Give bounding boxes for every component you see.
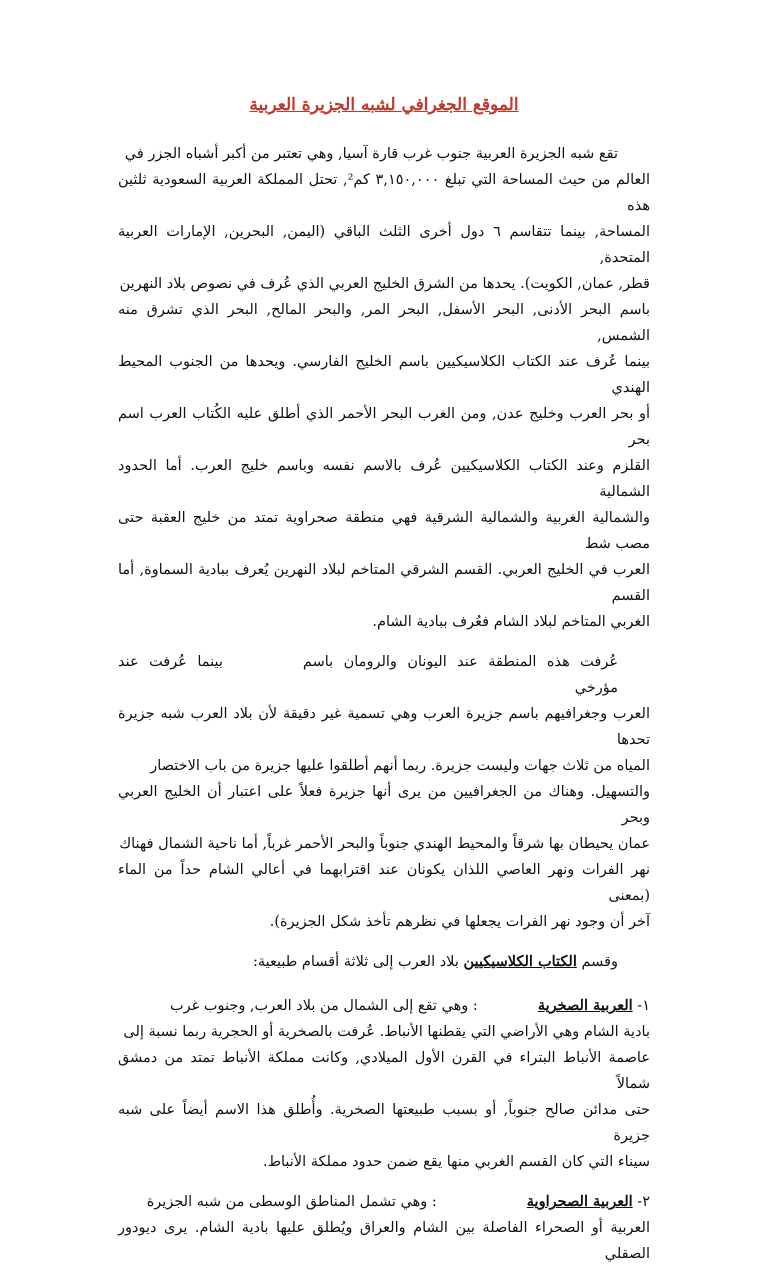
text-line: العرب في الخليج العربي. القسم الشرقي المتاخم لبلاد النهرين يُعرف ببادية السماوة, أما القسم — [118, 562, 650, 605]
text-segment: وقسم — [576, 954, 618, 971]
paragraph-divisions — [118, 949, 650, 975]
text-line: أو بحر العرب وخليج عدن, ومن الغرب البحر الأحمر الذي أطلق عليه الكُتاب العرب اسم بحر — [118, 406, 650, 449]
text-line: المساحة, بينما تتقاسم ٦ دول أخرى الثلث الباقي (اليمن, البحرين, الإمارات العربية المتحدة, — [118, 224, 650, 267]
paragraph-naming — [118, 649, 650, 935]
text-line: الغربي المتاخم لبلاد الشام فعُرف ببادية الشام. — [372, 614, 650, 631]
text-line: العالم من حيث المساحة التي تبلغ ٣,١٥٠,٠٠٠ كم², تحتل المملكة العربية السعودية ثلثين هذه — [118, 172, 650, 215]
text-line: آخر أن وجود نهر الفرات يجعلها في نظرهم تأخذ شكل الجزيرة). — [269, 914, 650, 931]
text-line: عمان يحيطان بها شرقاً والمحيط الهندي جنوباً والبحر الأحمر غرباً, أما ناحية الشمال فهناك — [119, 836, 650, 853]
section-heading: العربية الصحراوية — [526, 1193, 633, 1211]
text-line: المياه من ثلاث جهات وليست جزيرة. ربما أنهم أطلقوا عليها جزيرة من باب الاختصار — [150, 758, 650, 775]
classical-writers-term: الكتاب الكلاسيكيين — [463, 953, 577, 971]
section-number: ١- — [632, 998, 650, 1015]
page-title: الموقع الجغرافي لشبه الجزيرة العربية — [249, 95, 519, 115]
section-arabia-petraea — [118, 993, 650, 1175]
text-line: قطر, عمان, الكويت). يحدها من الشرق الخليج العربي الذي عُرف في نصوص بلاد النهرين — [119, 276, 650, 293]
text-line — [118, 993, 650, 1019]
text-segment: : وهي تشمل المناطق الوسطى من شبه الجزيرة — [146, 1194, 437, 1211]
section-heading: العربية الصخرية — [537, 997, 633, 1015]
text-line: القلزم وعند الكتاب الكلاسيكيين عُرف بالاسم نفسه وباسم خليج العرب. أما الحدود الشمالية — [118, 458, 650, 501]
text-segment: بينما عُرفت عند مؤرخي — [118, 654, 618, 697]
section-number: ٢- — [632, 1194, 650, 1211]
text-line — [118, 649, 650, 701]
text-line: تقع شبه الجزيرة العربية جنوب غرب قارة آسيا, وهي تعتبر من أكبر أشباه الجزر في — [124, 146, 618, 163]
text-line — [118, 949, 650, 975]
text-segment: عُرفت هذه المنطقة عند اليونان والرومان باسم — [302, 654, 618, 671]
text-line: باسم البحر الأدنى, البحر الأسفل, البحر المر, والبحر المالح, البحر الذي تشرق منه الشمس, — [118, 302, 650, 345]
text-line: نهر الفرات ونهر العاصي اللذان يكونان عند اقترابهما في أعالي الشام حداً من الماء (بمعنى — [118, 862, 650, 905]
document-page — [118, 95, 650, 1281]
text-line: سيناء التي كان القسم الغربي منها يقع ضمن حدود مملكة الأنباط. — [262, 1154, 650, 1171]
text-line: بادية الشام وهي الأراضي التي يقطنها الأنباط. عُرفت بالصخرية أو الحجرية ربما نسبة إلى — [123, 1024, 650, 1041]
text-line: العربية أو الصحراء الفاصلة بين الشام والعراق ويُطلق عليها بادية الشام. يرى ديودور الصقلي — [118, 1220, 650, 1263]
text-segment: بلاد العرب إلى ثلاثة أقسام طبيعية: — [252, 954, 464, 971]
text-segment: : وهي تقع إلى الشمال من بلاد العرب, وجنوب غرب — [170, 998, 478, 1015]
text-line: حتى مدائن صالح جنوباً, أو بسبب طبيعتها الصخرية. وأُطلق هذا الاسم أيضاً على شبه جزيرة — [118, 1102, 650, 1145]
text-line: والتسهيل. وهناك من الجغرافيين من يرى أنها جزيرة فعلاً على اعتبار أن الخليج العربي وبحر — [118, 784, 650, 827]
paragraph-location — [118, 141, 650, 635]
text-line: العرب وجغرافيهم باسم جزيرة العرب وهي تسمية غير دقيقة لأن بلاد العرب شبه جزيرة تحدها — [118, 706, 650, 749]
text-line — [118, 1189, 650, 1215]
text-line: والشمالية الغربية والشمالية الشرقية فهي منطقة صحراوية تمتد من خليج العقبة حتى مصب شط — [118, 510, 650, 553]
text-line: بينما عُرف عند الكتاب الكلاسيكيين باسم الخليج الفارسي. ويحدها من الجنوب المحيط الهندي — [118, 354, 650, 397]
text-line: عاصمة الأنباط البتراء في القرن الأول الميلادي, وكانت مملكة الأنباط تمتد من دمشق شمالاً — [118, 1050, 650, 1093]
section-arabia-deserta — [118, 1189, 650, 1267]
